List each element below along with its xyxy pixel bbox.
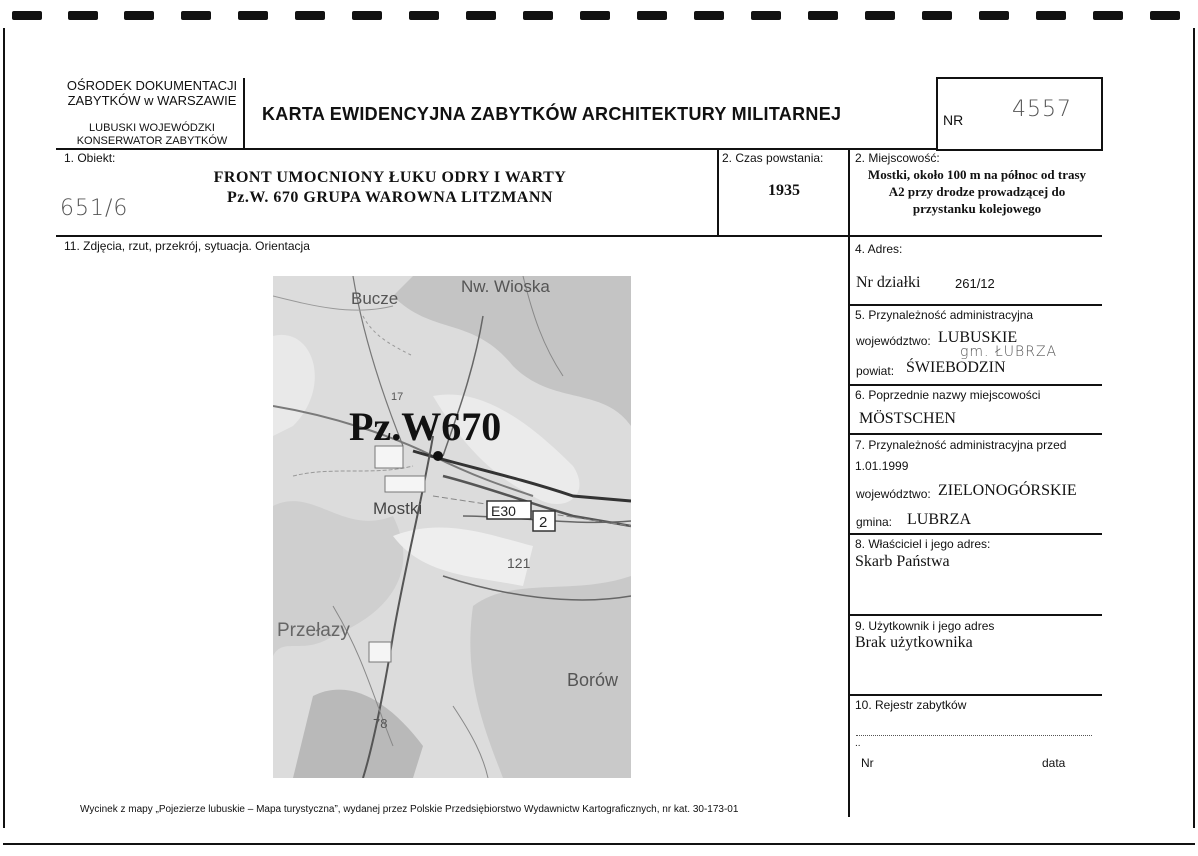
nr-label: NR: [943, 112, 964, 128]
frame-right: [1193, 28, 1195, 828]
row1-top-line: [56, 148, 938, 150]
uzytkownik-label: 9. Użytkownik i jego adres: [855, 619, 995, 633]
section-line-10: [848, 694, 1102, 696]
main-column-divider: [848, 235, 850, 817]
perforation-mark: [1036, 11, 1066, 20]
row1-bottom-line: [56, 235, 1102, 237]
perforation-mark: [124, 11, 154, 20]
rejestr-nr-label: Nr: [861, 756, 874, 770]
przed-gmina-value: LUBRZA: [907, 511, 971, 528]
perforation-mark: [1093, 11, 1123, 20]
map-caption: Wycinek z mapy „Pojezierze lubuskie – Mapa turystyczna”, wydanej przez Polskie Przedsiębiorstwo Wydawnictw Kartograficznych, nr kat. 30-173-01: [80, 804, 739, 815]
przed-label-2: 1.01.1999: [855, 459, 909, 473]
przed-label-1: 7. Przynależność administracyjna przed: [855, 438, 1067, 452]
miejscowosc-line-3: przystanku kolejowego: [912, 201, 1042, 216]
rejestr-dots: ..: [855, 738, 861, 749]
perforation-mark: [979, 11, 1009, 20]
przed-woj-label: województwo:: [856, 487, 931, 501]
frame-left: [3, 28, 5, 828]
perforation-mark: [352, 11, 382, 20]
perforation-mark: [238, 11, 268, 20]
obiekt-name: [60, 168, 720, 208]
dzialka-value: 261/12: [955, 276, 995, 291]
uzytkownik-value: Brak użytkownika: [855, 634, 973, 651]
map-label-mostki: Mostki: [373, 499, 423, 518]
section-line-8: [848, 533, 1102, 535]
przynaleznosc-label: 5. Przynależność administracyjna: [855, 308, 1034, 322]
przed-gmina-label: gmina:: [856, 515, 893, 529]
woj-value: LUBUSKIE: [938, 329, 1018, 346]
perforation-mark: [865, 11, 895, 20]
miejscowosc-line-2: A2 przy drodze prowadzącej do: [888, 184, 1066, 199]
conservator-line-2: KONSERWATOR ZABYTKÓW: [76, 135, 228, 147]
miejscowosc-line-1: Mostki, około 100 m na północ od trasy: [867, 167, 1087, 182]
rejestr-dotted-line: [856, 735, 1092, 736]
czas-label: 2. Czas powstania:: [722, 151, 824, 165]
przed-woj-value: ZIELONOGÓRSKIE: [938, 482, 1077, 499]
perforation-mark: [68, 11, 98, 20]
section-line-6: [848, 384, 1102, 386]
gmina-handwritten: gm. ŁUBRZA: [960, 344, 1058, 360]
perforation-mark: [409, 11, 439, 20]
row1-divider-b: [848, 148, 850, 237]
perforation-mark: [580, 11, 610, 20]
powiat-value: ŚWIEBODZIN: [906, 359, 1006, 376]
section-line-5: [848, 304, 1102, 306]
miejscowosc-label: 2. Miejscowość:: [855, 151, 940, 165]
map-label-17: 17: [391, 391, 404, 403]
obiekt-line-2: Pz.W. 670 GRUPA WAROWNA LITZMANN: [227, 189, 553, 206]
perforation-mark: [751, 11, 781, 20]
map-label-e30: E30: [491, 503, 516, 519]
dzialka-label: Nr działki: [856, 274, 921, 291]
nr-value-handwritten: 4557: [1012, 97, 1072, 122]
perforation-mark: [694, 11, 724, 20]
org-line-2: ZABYTKÓW w WARSZAWIE: [67, 93, 237, 108]
miejscowosc-value: [852, 166, 1102, 217]
wlasciciel-value: Skarb Państwa: [855, 553, 950, 570]
rejestr-label: 10. Rejestr zabytków: [855, 698, 967, 712]
perforation-mark: [295, 11, 325, 20]
map-label-78: 78: [373, 716, 388, 731]
section-line-9: [848, 614, 1102, 616]
map-label-route-2: 2: [539, 514, 548, 531]
perforation-mark: [808, 11, 838, 20]
map-label-pzw670: Pz.W670: [349, 404, 502, 449]
header-conservator: [60, 122, 244, 148]
map-label-wioska: Nw. Wioska: [461, 277, 550, 296]
perforation-mark: [637, 11, 667, 20]
poprzednie-label: 6. Poprzednie nazwy miejscowości: [855, 388, 1041, 402]
woj-label: województwo:: [856, 334, 931, 348]
zdjecia-label: 11. Zdjęcia, rzut, przekrój, sytuacja. Orientacja: [64, 239, 310, 253]
perforation-mark: [181, 11, 211, 20]
wlasciciel-label: 8. Właściciel i jego adres:: [855, 537, 991, 551]
rejestr-data-label: data: [1042, 756, 1066, 770]
map-label-przelazy: Przełazy: [277, 620, 350, 641]
adres-label: 4. Adres:: [855, 242, 903, 256]
perforation-mark: [523, 11, 553, 20]
map-label-borow: Borów: [567, 670, 619, 690]
location-map: [273, 276, 631, 778]
obiekt-line-1: FRONT UMOCNIONY ŁUKU ODRY I WARTY: [213, 169, 567, 186]
header-org: [60, 78, 244, 108]
poprzednie-value: MÖSTSCHEN: [859, 410, 956, 427]
section-line-7: [848, 433, 1102, 435]
header-divider: [243, 78, 245, 148]
map-label-bucze: Bucze: [351, 289, 399, 308]
card-title: KARTA EWIDENCYJNA ZABYTKÓW ARCHITEKTURY MILITARNEJ: [262, 104, 842, 124]
perforation-mark: [1150, 11, 1180, 20]
frame-bottom: [3, 843, 1195, 845]
perforation-mark: [466, 11, 496, 20]
powiat-label: powiat:: [856, 364, 895, 378]
conservator-line-1: LUBUSKI WOJEWÓDZKI: [89, 122, 215, 134]
perforation-mark: [12, 11, 42, 20]
perforation-mark: [922, 11, 952, 20]
obiekt-handwritten-number: 651/6: [60, 196, 129, 221]
czas-value: 1935: [768, 182, 800, 199]
map-label-121: 121: [507, 555, 531, 571]
perforation-strip: [0, 0, 1198, 30]
org-line-1: OŚRODEK DOKUMENTACJI: [66, 78, 238, 93]
obiekt-label: 1. Obiekt:: [64, 151, 116, 165]
map-drawing: [273, 276, 631, 778]
